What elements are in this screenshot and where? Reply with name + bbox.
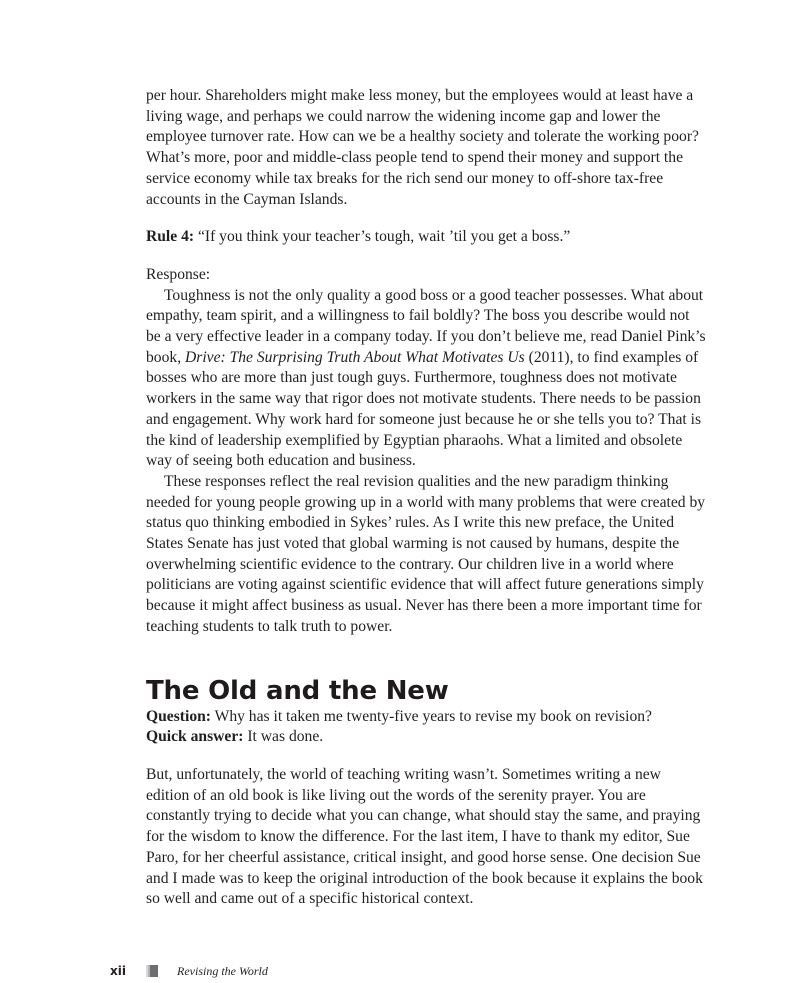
rule-4 [146,227,706,248]
response-label: Response: [146,265,211,283]
toughness-text-2: (2011), to find examples of bosses who are more than just tough guys. Furthermore, toughness does not motivate workers in the same way that rigor does not motivate students. There needs to be passion and engagement. Why work hard for someone just because he or she tells you to? That is the kind of leadership exemplified by Egyptian pharaohs. What a limited and obsolete way of seeing both education and business. [146,348,702,470]
quick-answer [146,727,706,748]
paragraph-responses: These responses reflect the real revision qualities and the new paradigm thinking needed for young people growing up in a world with many problems that were created by status quo thinking embodied in Sykes’ rules. As I write this new preface, the United States Senate has just voted that global warming is not caused by humans, despite the overwhelming scientific evidence to the contrary. Our children live in a world where politicians are voting against scientific evidence that will affect future generations simply because it might affect business as usual. Never has there been a more important time for teaching students to talk truth to power. [146,472,706,635]
page-footer [110,962,268,980]
section-heading: The Old and the New [146,675,449,706]
gray-bar-icon [146,965,158,977]
quick-answer-text: It was done. [243,728,324,746]
page-body [146,86,706,910]
quick-answer-label: Quick answer: [146,728,244,746]
paragraph-serenity: But, unfortunately, the world of teaching writing wasn’t. Sometimes writing a new edition of an old book is like living out the words of the serenity prayer. You are constantly trying to decide what you can change, what should stay the same, and praying for the wisdom to know the difference. For the last item, I have to thank my editor, Sue Paro, for her cheerful assistance, critical insight, and good horse sense. One decision Sue and I made was to keep the original introduction of the book because it explains the book so well and came out of a specific historical context. [146,765,703,908]
paragraph-living-wage: per hour. Shareholders might make less money, but the employees would at least have a living wage, and perhaps we could narrow the widening income gap and lower the employee turnover rate. How can we be a healthy society and tolerate the working poor? What’s more, poor and middle-class people tend to spend their money and support the service economy while tax breaks for the rich send our money to off-shore tax-free accounts in the Cayman Islands. [146,87,699,208]
toughness-text-1: Toughness is not the only quality a good boss or a good teacher possesses. What about empathy, team spirit, and a willingness to fail boldly? The boss you describe would not be a very effective leader in a company today. If you don’t believe me, read Daniel Pink’s book, [146,286,706,366]
question [146,707,706,728]
question-text: Why has it taken me twenty-five years to revise my book on revision? [210,707,652,725]
question-label: Question: [146,707,211,725]
book-title: Drive: The Surprising Truth About What Motivates Us [184,348,525,366]
page-number: xii [110,964,126,978]
running-title: Revising the World [177,963,268,978]
rule-4-text: “If you think your teacher’s tough, wait ’til you get a boss.” [194,228,571,246]
paragraph-toughness [146,286,706,472]
rule-4-label: Rule 4: [146,228,195,246]
